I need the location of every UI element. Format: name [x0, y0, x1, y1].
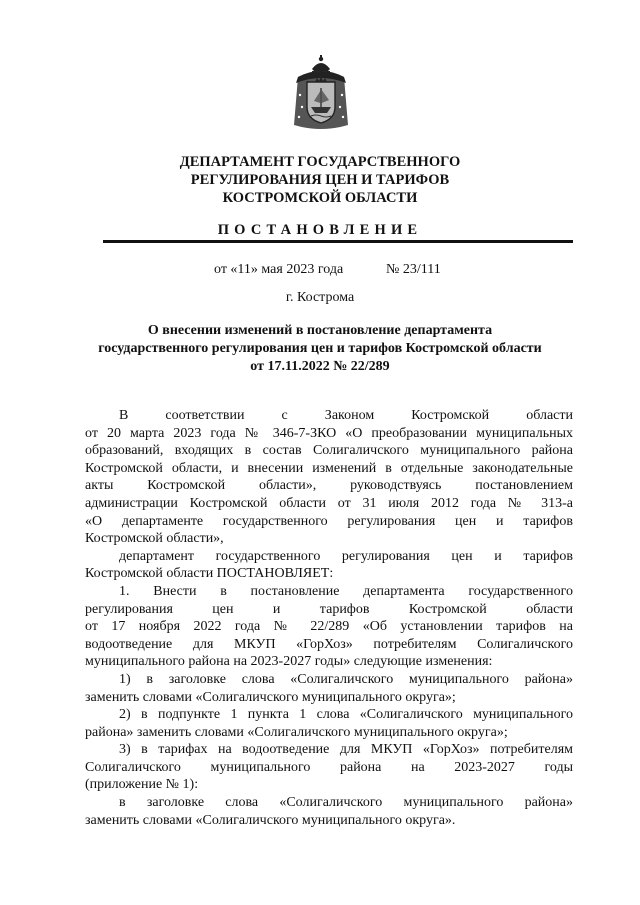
body-line: района» заменить словами «Солигаличского муниципального округа»; — [85, 724, 508, 740]
header-divider — [103, 240, 573, 243]
document-body — [85, 407, 573, 829]
department-line: ДЕПАРТАМЕНТ ГОСУДАРСТВЕННОГО — [179, 154, 461, 170]
body-line: муниципального района на 2023-2027 годы» следующие изменения: — [85, 654, 493, 670]
document-city: г. Кострома — [285, 290, 355, 305]
body-line: 1) в заголовке слова «Солигаличского муниципального района» — [119, 671, 573, 687]
body-line: заменить словами «Солигаличского муниципального округа»; — [85, 689, 456, 705]
body-line: 3) в тарифах на водоотведение для МКУП «ГорХоз» потребителям — [119, 742, 573, 758]
subject-line: от 17.11.2022 № 22/289 — [250, 359, 390, 374]
body-line: от 20 марта 2023 года № 346-7-ЗКО «О преобразовании муниципальных — [85, 425, 573, 441]
document-date: от «11» мая 2023 года — [214, 262, 344, 277]
body-line: регулирования цен и тарифов Костромской области — [85, 601, 573, 617]
subject-line: государственного регулирования цен и тарифов Костромской области — [98, 341, 542, 356]
department-line: РЕГУЛИРОВАНИЯ ЦЕН И ТАРИФОВ — [190, 172, 450, 188]
body-line: 2) в подпункте 1 пункта 1 слова «Солигаличского муниципального — [119, 707, 573, 723]
body-line: 1. Внести в постановление департамента государственного — [119, 583, 573, 599]
body-line: В соответствии с Законом Костромской области — [119, 408, 573, 423]
document-subject — [70, 322, 570, 376]
body-line: в заголовке слова «Солигаличского муниципального района» — [119, 795, 573, 811]
body-line: Костромской области», — [85, 531, 224, 547]
body-line: Костромской области ПОСТАНОВЛЯЕТ: — [85, 566, 334, 582]
body-line: Костромской области, и внесении изменений в отдельные законодательные — [85, 460, 573, 476]
department-line: КОСТРОМСКОЙ ОБЛАСТИ — [222, 190, 418, 206]
document-number: № 23/111 — [386, 262, 441, 277]
body-line: Солигаличского муниципального района на 2023-2027 годы — [85, 759, 573, 775]
body-line: (приложение № 1): — [85, 777, 199, 793]
department-name — [120, 153, 520, 207]
subject-line: О внесении изменений в постановление департамента — [147, 323, 493, 338]
body-line: акты Костромской области», руководствуясь постановлением — [85, 478, 573, 494]
coat-of-arms-icon — [290, 55, 352, 133]
document-type-title: ПОСТАНОВЛЕНИЕ — [217, 222, 423, 238]
body-line: заменить словами «Солигаличского муниципального округа». — [85, 812, 456, 828]
body-line: департамент государственного регулирования цен и тарифов — [119, 548, 573, 564]
body-line: образований, входящих в состав Солигаличского муниципального района — [85, 443, 573, 459]
body-line: водоотведение для МКУП «ГорХоз» потребителям Солигаличского — [85, 636, 573, 652]
body-line: «О департаменте государственного регулирования цен и тарифов — [85, 513, 573, 529]
body-line: администрации Костромской области от 31 июля 2012 года № 313-а — [85, 495, 573, 511]
body-line: от 17 ноября 2022 года № 22/289 «Об установлении тарифов на — [85, 619, 573, 635]
